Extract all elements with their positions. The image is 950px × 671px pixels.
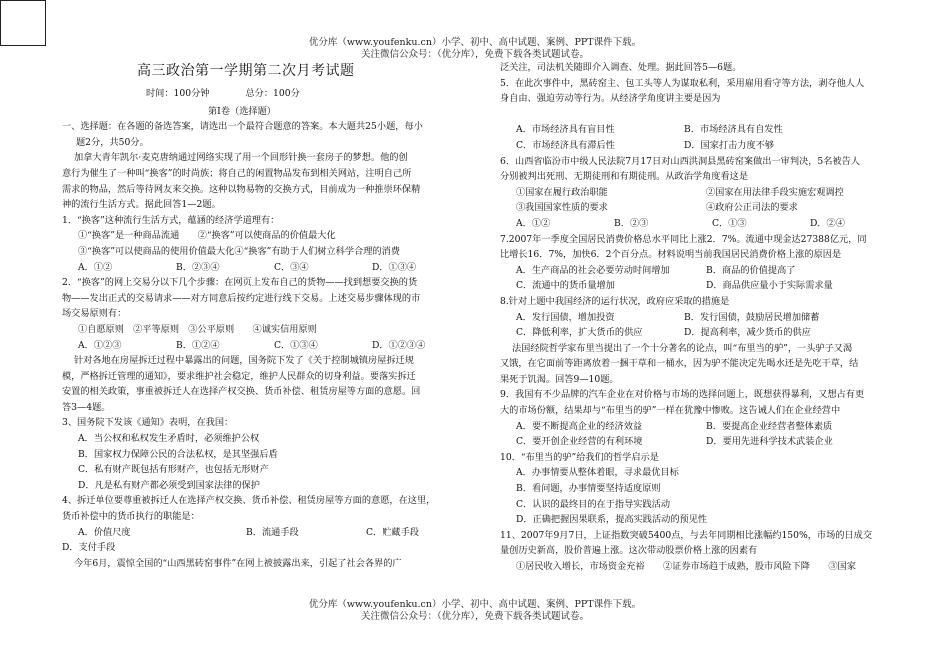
statements-row (500, 185, 892, 201)
options-row (500, 434, 892, 450)
question-11-line: 量创历史新高，股价普遍上涨。这次带动股票价格上涨的因素有 (500, 545, 758, 557)
option-b[interactable]: B．要提高企业经营者整体素质 (706, 420, 833, 432)
option-d[interactable]: D．国家打击力度不够 (684, 139, 775, 151)
options-row (62, 338, 457, 354)
option-a[interactable]: A．①②③ (78, 339, 122, 351)
material-line: 针对各地在房屋拆迁过程中暴露出的问题，国务院下发了《关于控制城镇房屋拆迁规 (74, 355, 414, 367)
options-row (500, 419, 892, 435)
option-a[interactable]: A．①② (516, 217, 551, 229)
option-d[interactable]: D．商品供应量小于实际需求量 (706, 280, 833, 292)
question-8: 8.针对上题中我国经济的运行状况，政府应采取的措施是 (500, 295, 730, 307)
options-row (500, 216, 892, 232)
question-3: 3、国务院下发该《通知》表明，在我国： (62, 417, 234, 429)
question-2-line: 场交易原则有： (62, 308, 127, 320)
statement-1: ①国家在履行政治职能 (516, 186, 608, 198)
exam-title: 高三政治第一学期第二次月考试题 (137, 63, 355, 79)
question-4: 4、拆迁单位要尊重被拆迁人在选择产权交换、货币补偿、租赁房屋等方面的意愿，在这里， (62, 495, 436, 507)
material-line: 模，严格拆迁管理的通知》，要求维护社会稳定，维护人民群众的切身利益。要落实拆迁 (62, 370, 416, 382)
option-d[interactable]: D．要用先进科学技术武装企业 (706, 436, 833, 448)
option-d[interactable]: D．凡是私有财产都必须受到国家法律的保护 (78, 479, 260, 491)
question-2: 2．“换客”的网上交易分以下几个步骤：在网页上发布自己的货物——找到想要交换的货 (62, 277, 418, 289)
exam-meta (62, 86, 457, 102)
right-column (500, 60, 892, 575)
option-d[interactable]: D．①②③④ (372, 339, 426, 351)
question-9: 9．我国有不少品牌的汽车企业在对价格与市场的选择问题上，既想获得暴利，又想占有更 (500, 389, 865, 401)
option-a[interactable]: A．①② (78, 261, 113, 273)
question-10: 10．“布里当的驴”给我们的哲学启示是 (500, 451, 659, 463)
option-a[interactable]: A．发行国债，增加投资 (516, 311, 615, 323)
question-9-line: 大的市场份额，结果却与“布里当的驴”一样在犹豫中惨败。这告诫人们在企业经营中 (500, 405, 841, 417)
question-11: 11、2007年9月7日，上证指数突破5400点，与去年同期相比涨幅约150%，市场的日成交 (500, 529, 873, 541)
option-d[interactable]: D．②④ (810, 217, 845, 229)
footer-line-1: 优分库（www.youfenku.cn）小学、初中、高中试题、案例、PPT课件下载。 (308, 599, 642, 610)
statement-line: ①“换客”是一种商品流通 ②“换客”可以使商品的价值最大化 (78, 230, 336, 242)
option-a[interactable]: A．办事情要从整体着眼，寻求最优目标 (516, 467, 679, 479)
option-a[interactable]: A．价值尺度 (78, 526, 131, 538)
option-b[interactable]: B．①②④ (176, 339, 220, 351)
spacer (500, 107, 892, 123)
option-b[interactable]: B．②③ (614, 217, 649, 229)
question-5-line: 身自由、强迫劳动等行为。从经济学角度讲主要是因为 (500, 93, 721, 105)
exam-time: 时间：100分钟 (146, 88, 210, 99)
material-line: 神的流行生活方式。据此回答1—2题。 (62, 199, 221, 211)
options-row (62, 260, 457, 276)
question-5: 5．在此次事件中，黑砖窑主、包工头等人为谋取私利，采用雇用看守等方法，剥夺他人人 (500, 77, 865, 89)
option-c[interactable]: C．①③ (712, 217, 747, 229)
option-c[interactable]: C．降低利率，扩大货币的供应 (516, 327, 643, 339)
question-1: 1．“换客”这种流行生活方式，蕴涵的经济学道理有： (62, 214, 280, 226)
question-6: 6．山西省临汾市中级人民法院7月17日对山西洪洞县黑砖窑案做出一审判决，5名被告人 (500, 155, 860, 167)
options-row (500, 263, 892, 279)
options-row (62, 525, 457, 541)
option-c[interactable]: C．私有财产既包括有形财产，也包括无形财产 (78, 464, 269, 476)
statement-3: ③我国国家性质的要求 (516, 202, 608, 214)
option-b[interactable]: B．国家权力保障公民的合法私权，是其坚强后盾 (78, 448, 278, 460)
material-line: 加拿大青年凯尔·麦克唐纳通过网络实现了用一个回形针换一套房子的梦想。他的创 (74, 152, 408, 164)
option-c[interactable]: C．认识的最终目的在于指导实践活动 (516, 498, 671, 510)
question-2-line: 物——发出正式的交易请求——对方同意后按约定进行线下交易。上述交易步骤体现的市 (62, 292, 421, 304)
question-6-line: 分别被判出死刑、无期徒刑和有期徒刑。从政治学角度看这是 (500, 171, 749, 183)
option-b[interactable]: B．市场经济具有自发性 (684, 124, 783, 136)
exam-score: 总分：100分 (245, 88, 300, 99)
option-d[interactable]: D．①③④ (372, 261, 417, 273)
question-7-line: 比增长16．7%，加快6．2个百分点。材料说明当前我国居民消费价格上涨的原因是 (500, 249, 842, 261)
footer-line-2: 关注微信公众号：（优分库），免费下载各类试题试卷。 (360, 611, 589, 622)
statement-2: ②国家在用法律手段实施宏观调控 (706, 186, 844, 198)
instructions-line: 一、选择题：在各题的备选答案，请选出一个最符合题意的答案。本大题共25小题，每小 (62, 121, 423, 133)
instructions-line: 题2分，共50分。 (76, 136, 149, 148)
page-header (0, 37, 950, 61)
options-row (500, 310, 892, 326)
material-line: 泛关注，司法机关随即介入调查、处理。据此回答5—6题。 (500, 62, 742, 73)
option-b[interactable]: B．流通手段 (246, 526, 299, 538)
option-b[interactable]: B．商品的价值提高了 (706, 264, 796, 276)
statement-line: ①自愿原则 ②平等原则 ③公平原则 ④诚实信用原则 (78, 323, 317, 335)
option-c[interactable]: C．①③④ (274, 339, 318, 351)
material-line: 需求的物品，然后等待网友来交换。这种以物易物的交换方式，目前成为一种推崇环保精 (62, 183, 421, 195)
option-a[interactable]: A．当公权和私权发生矛盾时，必须维护公权 (78, 433, 260, 445)
option-c[interactable]: C．贮藏手段 (366, 526, 419, 538)
header-line-1: 优分库（www.youfenku.cn）小学、初中、高中试题、案例、PPT课件下载。 (308, 37, 642, 48)
options-row (500, 138, 892, 154)
statement-line: ③“换客”可以使商品的使用价值最大化④“换客”有助于人们树立科学合理的消费 (78, 245, 400, 257)
left-column (62, 60, 457, 571)
option-c[interactable]: C．流通中的货币量增加 (516, 280, 615, 292)
page-footer (0, 599, 950, 623)
material-line: 答3—4题。 (62, 401, 111, 413)
option-d[interactable]: D．支付手段 (62, 542, 116, 554)
option-a[interactable]: A．要不断提高企业的经济效益 (516, 420, 643, 432)
option-c[interactable]: C．市场经济具有滞后性 (516, 139, 615, 151)
header-line-2: 关注微信公众号：（优分库），免费下载各类试题试卷。 (360, 49, 589, 60)
material-line: 意行为催生了一种叫“换客”的时尚族；将自己的闲置物品发布到相关网站，注明自己所 (62, 167, 412, 179)
material-line: 今年6月，震惊全国的“山西黑砖窑事件”在网上被披露出来，引起了社会各界的广 (74, 557, 402, 569)
option-a[interactable]: A．市场经济具有盲目性 (516, 124, 615, 136)
material-line: 果死于饥渴。回答9—10题。 (500, 373, 619, 385)
option-c[interactable]: C．要开创企业经营的有利环境 (516, 436, 643, 448)
question-7: 7.2007年一季度全国居民消费价格总水平同比上涨2．7%。流通中现金达27388亿元，同 (500, 233, 867, 245)
options-row (500, 278, 892, 294)
options-row (500, 122, 892, 138)
material-line: 又饿，在它面前等距离放着一捆干草和一桶水，因为驴不能决定先喝水还是先吃干草，结 (500, 358, 859, 370)
option-d[interactable]: D．提高利率，减少货币的供应 (684, 327, 811, 339)
statements-row (500, 200, 892, 216)
section-title: 第Ⅰ卷（选择题） (208, 105, 276, 117)
material-line: 法国经院哲学家布里当提出了一个十分著名的论点，叫“布里当的驴”，一头驴子又渴 (512, 342, 853, 354)
option-a[interactable]: A．生产商品的社会必要劳动时间增加 (516, 264, 670, 276)
option-c[interactable]: C．③④ (274, 261, 309, 273)
question-4-line: 货币补偿中的货币执行的职能是： (62, 511, 200, 523)
option-d[interactable]: D．正确把握因果联系，提高实践活动的预见性 (516, 514, 708, 526)
option-b[interactable]: B．②③④ (176, 261, 220, 273)
statement-line: ①居民收入增长，市场资金充裕 ②证券市场趋于成熟，股市风险下降 ③国家 (516, 561, 856, 572)
options-row (500, 325, 892, 341)
option-b[interactable]: B．看问题，办事情要坚持适度原则 (516, 483, 661, 495)
option-b[interactable]: B．发行国债，鼓励居民增加储蓄 (684, 311, 820, 323)
material-line: 安置的相关政策，事重被拆迁人在选择产权交换、货币补偿、租赁房屋等方面的意愿。回 (62, 386, 421, 398)
statement-4: ④政府公正司法的要求 (706, 202, 798, 214)
